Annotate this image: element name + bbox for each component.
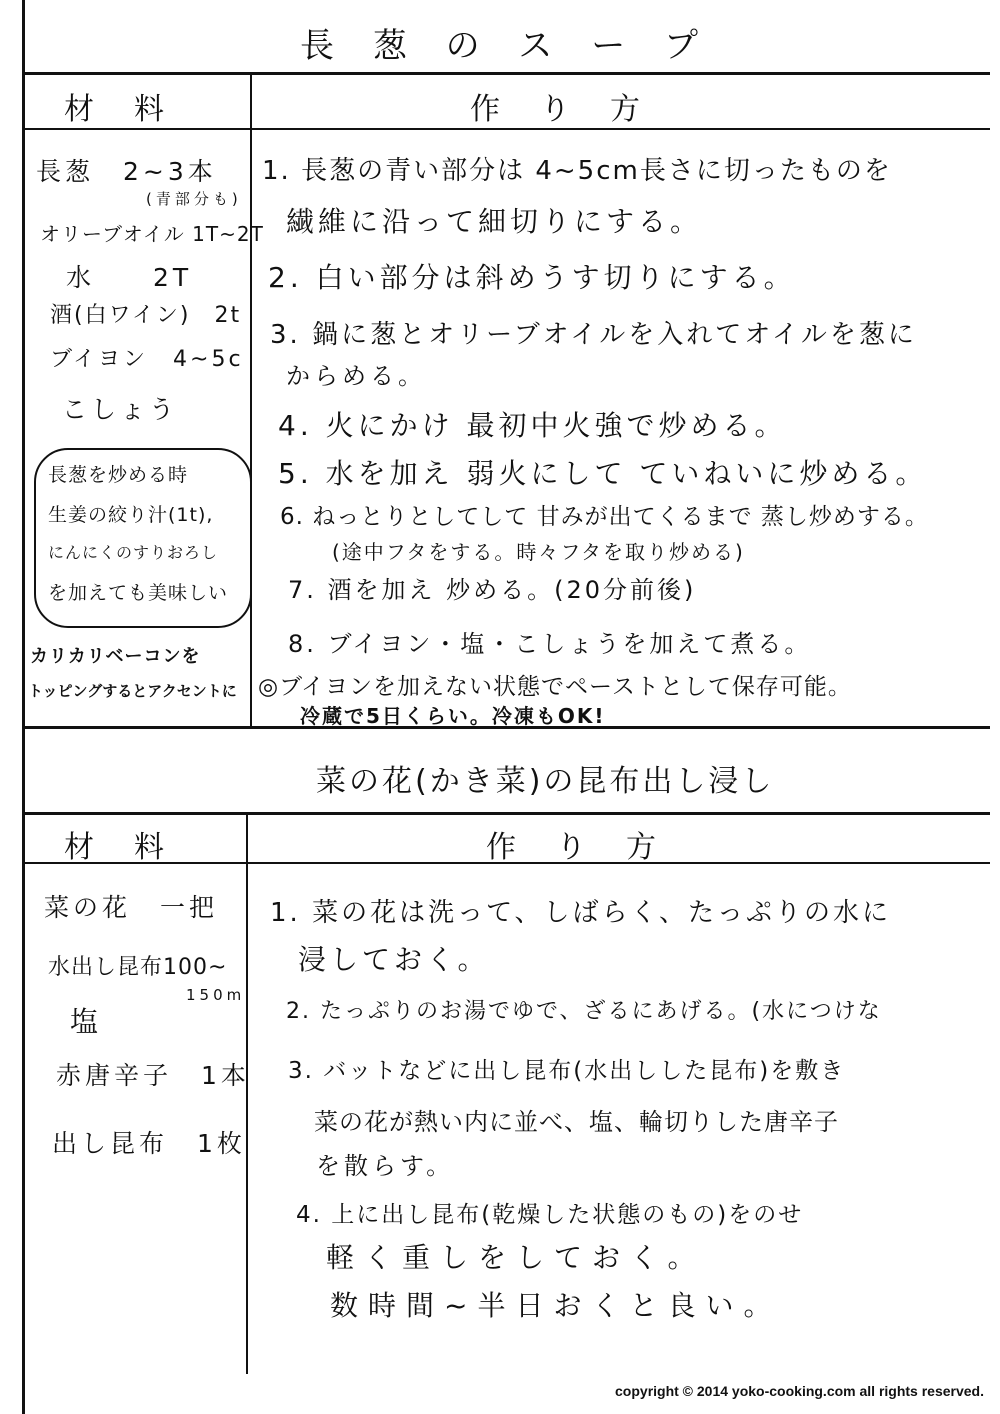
divider: [22, 812, 990, 815]
copyright-text: copyright © 2014 yoko-cooking.com all rights reserved.: [615, 1383, 984, 1399]
step-text: 7. 酒を加え 炒める。(20分前後): [288, 576, 697, 604]
column-divider: [250, 74, 252, 726]
ingredient-item: 塩: [70, 1005, 103, 1038]
note-line: 長葱を炒める時: [48, 464, 189, 486]
divider: [22, 72, 990, 75]
ingredient-item: こしょう: [62, 395, 179, 424]
step-text: 3. バットなどに出し昆布(水出しした昆布)を敷き: [288, 1058, 846, 1084]
step-text: を散らす。: [316, 1152, 455, 1180]
note-line: 生姜の絞り汁(1t),: [48, 504, 214, 526]
step-text: 5. 水を加え 弱火にして ていねいに炒める。: [278, 457, 928, 490]
left-margin-line: [22, 0, 25, 1414]
step-text: 1. 菜の花は洗って、しばらく、たっぷりの水に: [270, 898, 892, 928]
ingredient-item: 長葱 2~3本: [36, 157, 217, 186]
step-text: 軽く重しをしておく。: [326, 1241, 706, 1274]
step-text: 菜の花が熱い内に並べ、塩、輪切りした唐辛子: [314, 1108, 839, 1136]
recipe-title: 菜の花(かき菜)の昆布出し浸し: [316, 764, 775, 799]
tip-line: カリカリベーコンを: [30, 646, 201, 667]
ingredient-item: 水 2T: [66, 263, 193, 292]
column-divider: [246, 814, 248, 1374]
ingredient-item: 出し昆布 1枚: [52, 1129, 246, 1158]
note-line: にんにくのすりおろし: [48, 543, 219, 562]
step-text: 6. ねっとりとしてして 甘みが出てくるまで 蒸し炒めする。: [280, 504, 929, 530]
ingredient-item: 赤唐辛子 1本: [56, 1061, 250, 1090]
method-header: 作り方: [470, 92, 680, 127]
step-text: 4. 火にかけ 最初中火強で炒める。: [278, 409, 787, 442]
step-text: 2. たっぷりのお湯でゆで、ざるにあげる。(水につけな: [286, 999, 882, 1024]
ingredients-header: 材料: [64, 830, 204, 865]
note-line: を加えても美味しい: [48, 582, 229, 604]
step-text: (途中フタをする。時々フタを取り炒める): [332, 540, 745, 564]
step-text: 4. 上に出し昆布(乾燥した状態のもの)をのせ: [296, 1202, 804, 1228]
ingredient-note: 150ml: [186, 986, 254, 1004]
step-text: 2. 白い部分は斜めうす切りにする。: [268, 261, 796, 294]
step-text: 繊維に沿って細切りにする。: [286, 205, 703, 238]
step-text: 数時間~半日おくと良い。: [330, 1289, 782, 1322]
ingredient-item: ブイヨン 4~5c: [50, 347, 244, 372]
step-text: からめる。: [286, 362, 426, 390]
step-text: 浸しておく。: [298, 943, 490, 976]
method-header: 作り方: [486, 830, 696, 865]
divider: [22, 128, 990, 130]
step-text: 8. ブイヨン・塩・こしょうを加えて煮る。: [288, 630, 812, 658]
recipe-title: 長 葱 の ス ー プ: [300, 26, 713, 66]
ingredient-item: 酒(白ワイン) 2t: [50, 303, 242, 328]
ingredients-header: 材料: [64, 92, 204, 127]
step-text: 冷蔵で5日くらい。冷凍もOK!: [300, 704, 606, 728]
step-text: 3. 鍋に葱とオリーブオイルを入れてオイルを葱に: [270, 320, 917, 350]
ingredient-item: オリーブオイル 1T~2T: [40, 222, 264, 246]
step-text: ◎ブイヨンを加えない状態でペーストとして保存可能。: [258, 674, 852, 700]
ingredient-item: 菜の花 一把: [44, 893, 219, 922]
ingredient-note: (青部分も): [146, 190, 242, 208]
ingredient-item: 水出し昆布100~: [48, 955, 228, 980]
step-text: 1. 長葱の青い部分は 4~5cm長さに切ったものを: [262, 156, 892, 186]
tip-line: トッピングするとアクセントに: [28, 682, 237, 700]
